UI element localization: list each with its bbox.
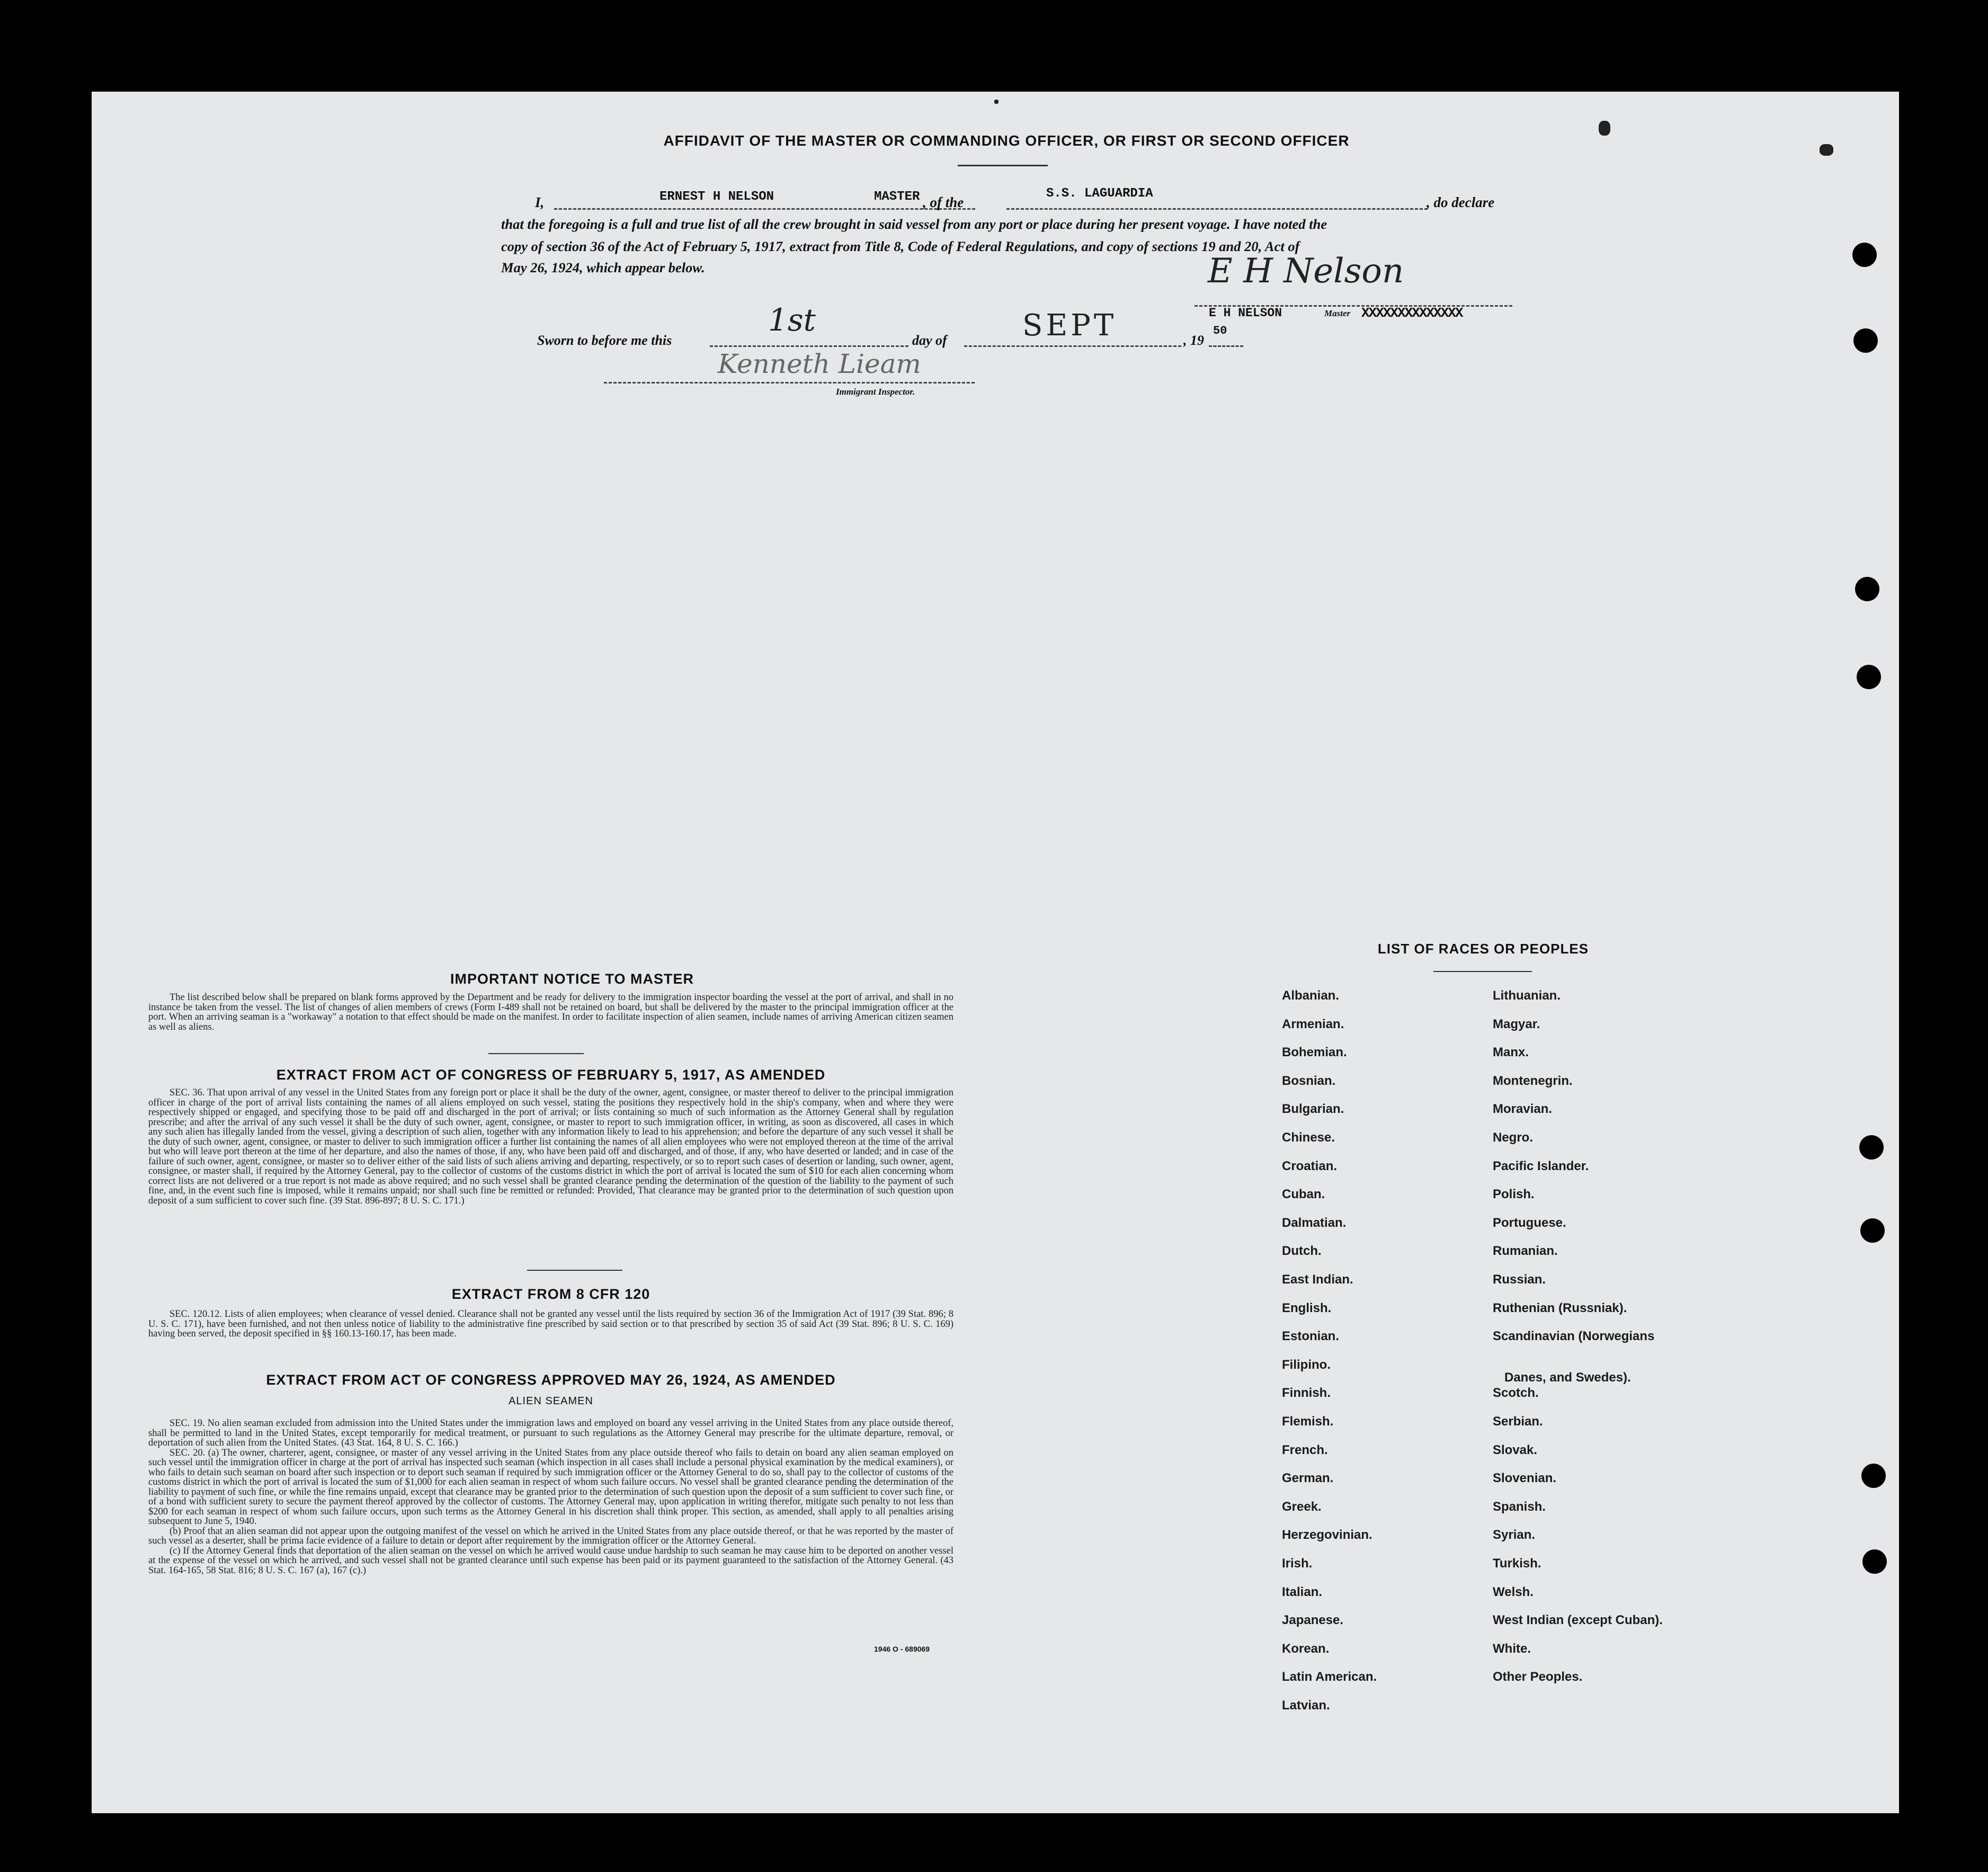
i-label: I, [535,194,545,210]
race-item: Scandinavian (Norwegians [1493,1329,1655,1344]
race-item: Manx. [1493,1045,1529,1060]
race-item: Welsh. [1493,1584,1534,1599]
race-item: Spanish. [1493,1499,1546,1514]
extract-1917-title: EXTRACT FROM ACT OF CONGRESS OF FEBRUARY 5, 1917, AS AMENDED [276,1067,826,1083]
extract-1917-divider [527,1270,622,1271]
race-item: Lithuanian. [1493,988,1561,1003]
affidavit-line-3: copy of section 36 of the Act of February 5, 1917, extract from Title 8, Code of Federal Regulations, and copy of sections 19 and 20, Act of [501,238,1300,254]
inspector-line [604,382,975,384]
punch-hole [1855,577,1879,601]
punch-hole [1860,1218,1885,1243]
race-item: Slovak. [1493,1442,1538,1457]
race-item: Dalmatian. [1282,1215,1347,1230]
sworn-label: Sworn to before me this [537,333,672,348]
extract-1917-body [148,1088,953,1206]
race-item: Chinese. [1282,1130,1335,1145]
year-suffix: 50 [1213,324,1227,337]
race-item: Other Peoples. [1493,1670,1583,1684]
races-title-underline [1433,971,1532,972]
race-item: Moravian. [1493,1102,1553,1117]
race-item: Finnish. [1282,1386,1331,1401]
title-underline [958,165,1048,166]
sworn-day: 1st [768,302,816,338]
vessel-name: S.S. LAGUARDIA [1046,186,1153,201]
race-item: White. [1493,1641,1531,1656]
name-line [554,208,975,210]
do-declare-label: , do declare [1427,194,1495,210]
race-item: Latin American. [1282,1670,1377,1684]
race-item: Estonian. [1282,1329,1340,1344]
race-item: Greek. [1282,1499,1322,1514]
notice-paragraph: The list described below shall be prepared on blank forms approved by the Department and be ready for delivery to the immigration inspector boarding the vessel at the port of arrival, and shall in no instance be taken from the vessel. The list of changes of alien members of crews (Form I-489 shall not be retained on board, but shall be delivered by the master to the principal immigration officer at the port. When an arriving seaman is a "workaway" a notation to that effect should be made on the manifest. In order to facilitate inspection of alien seamen, include names of arriving American citizen seamen as well as aliens. [148,992,953,1032]
extract-cfr-title: EXTRACT FROM 8 CFR 120 [451,1286,650,1302]
race-item: West Indian (except Cuban). [1493,1613,1663,1628]
race-item: Japanese. [1282,1613,1344,1628]
race-item: Syrian. [1493,1528,1536,1543]
of-the-label: , of the [923,194,964,210]
race-item: Herzegovinian. [1282,1528,1372,1543]
sec-20b-paragraph: (b) Proof that an alien seaman did not appear upon the outgoing manifest of the vessel on which he arrived in the United States from any place outside thereof, or that he was reported by the master of such vessel as a deserter, shall be prima facie evidence of a failure to detain or deport after requirement by the immigration officer or the Attorney General. [148,1526,953,1546]
master-name: ERNEST H NELSON [659,190,774,204]
sworn-month: SEPT [1022,308,1117,343]
sworn-month-line [964,345,1181,347]
race-item: Italian. [1282,1584,1323,1599]
sec-20a-paragraph: SEC. 20. (a) The owner, charterer, agent, consignee, or master of any vessel arriving in the United States from any place outside thereof who fails to detain on board any alien seaman employed on such vessel until the immigration officer in charge at the port of arrival has inspected such seaman (which inspection in all cases shall include a personal physical examination by the medical examiners), or who fails to detain such seaman on board after such inspection or to deport such seaman if required by such immigration officer or the Attorney General to do so, shall pay to the collector of customs of the customs district in which the port of arrival is located the sum of $1,000 for each alien seaman in respect of whom such failure occurs. No vessel shall be granted clearance pending the determination of the liability to payment of such fine, or while the fine remains unpaid, except that clearance may be granted prior to the determination of such question upon the deposit of a sum sufficient to cover such fine, or of a bond with sufficient surety to secure the payment thereof approved by the collector of customs. The Attorney General may, upon application in writing therefor, mitigate such penalty to not less than $200 for each seaman in respect of whom such failure occurs, upon such terms as the Attorney General in his discretion shall think proper. This section, as amended, shall apply to all penalties arising subsequent to June 5, 1940. [148,1447,953,1527]
sec-36-paragraph: SEC. 36. That upon arrival of any vessel in the United States from any foreign port or place it shall be the duty of the owner, agent, consignee, or master thereof to deliver to the principal immigration officer in charge of the port of arrival lists containing the names of all aliens employed on such vessel, stating the positions they respectively hold in the ship's company, when and where they were respectively shipped or engaged, and specifying those to be paid off and discharged in the port of arrival; or lists containing so much of such information as the Attorney General shall by regulation prescribe; and after the arrival of any such vessel it shall be the duty of such owner, agent, consignee, or master to report to such immigration officer, in writing, as soon as discovered, all cases in which any such alien has illegally landed from the vessel, giving a description of such alien, together with any information likely to lead to his apprehension; and before the departure of any such vessel it shall be the duty of such owner, agent, consignee, or master to deliver to such immigration officer a further list containing the names of all alien employees who were not employed thereon at the time of the arrival but who will leave port thereon at the time of her departure, and also the names of those, if any, who have been paid off and discharged, and of those, if any, who have deserted or landed; and in case of the failure of such owner, agent, consignee, or master so to deliver either of the said lists of such aliens arriving and departing, respectively, or so to report such cases of desertion or landing, such owner, agent, consignee, or master shall, if required by the Attorney General, pay to the collector of customs of the customs district in which the port of arrival is located the sum of $10 for each alien concerning whom correct lists are not delivered or a true report is not made as above required; and no such vessel shall be granted clearance pending the determination of the question of the liability to the payment of such fine, and, in the event such fine is imposed, while it remains unpaid; nor shall such fine be remitted or refunded: Provided, That clearance may be granted prior to the determination of such question upon deposit of a sum sufficient to cover such fine. (39 Stat. 896-897; 8 U. S. C. 171.) [148,1087,953,1206]
race-item: Danes, and Swedes). [1504,1370,1631,1385]
struck-title: XXXXXXXXXXXXXX [1361,305,1463,321]
extract-1924-title: EXTRACT FROM ACT OF CONGRESS APPROVED MAY 26, 1924, AS AMENDED [266,1372,836,1388]
signature-line [1194,305,1512,307]
race-item: Montenegrin. [1493,1073,1573,1088]
affidavit-title: AFFIDAVIT OF THE MASTER OR COMMANDING OFFICER, OR FIRST OR SECOND OFFICER [663,132,1350,149]
punch-hole [1857,665,1881,689]
punch-hole [1852,243,1877,267]
sec-20c-paragraph: (c) If the Attorney General finds that deportation of the alien seaman on the vessel on which he arrived would cause undue hardship to such seaman he may cause him to be deported on another vessel at the expense of the vessel on which he arrived, and such vessel shall not be granted clearance until such expense has been paid or its payment guaranteed to the satisfaction of the Attorney General. (43 Stat. 164-165, 58 Stat. 816; 8 U. S. C. 167 (a), 167 (c).) [148,1545,953,1576]
rank: MASTER [874,190,920,204]
extract-cfr-body [148,1309,953,1339]
race-item: Croatian. [1282,1158,1338,1173]
notice-title: IMPORTANT NOTICE TO MASTER [450,971,694,987]
sworn-day-line [710,345,908,347]
race-item: Turkish. [1493,1556,1541,1571]
notice-body [148,993,953,1032]
race-item: Filipino. [1282,1357,1331,1372]
race-item: Slovenian. [1493,1471,1557,1486]
race-item: Latvian. [1282,1698,1330,1713]
race-item: French. [1282,1442,1328,1457]
race-item: Bosnian. [1282,1073,1336,1088]
punch-hole [1859,1135,1884,1160]
race-item: Magyar. [1493,1017,1540,1031]
inspector-signature: Kenneth Lieam [718,349,921,379]
race-item: Rumanian. [1493,1244,1558,1259]
alien-seamen-subtitle: ALIEN SEAMEN [509,1395,593,1407]
vessel-line [1006,208,1428,210]
sec-120-12-paragraph: SEC. 120.12. Lists of alien employees; when clearance of vessel denied. Clearance shall not be granted any vessel until the lists required by section 36 of the Immigration Act of 1917 (39 Stat. 896; 8 U. S. C. 171), have been furnished, and not then unless notice of liability to the administrative fine prescribed by said section or to that prescribed by section 35 of said Act (39 Stat. 896; 8 U. S. C. 169) having been served, the deposit specified in §§ 160.13-160.17, has been made. [148,1309,953,1339]
race-item: Portuguese. [1493,1215,1566,1230]
year-prefix: , 19 [1183,333,1204,348]
ink-speck [994,100,999,104]
race-item: Cuban. [1282,1187,1325,1202]
race-item: Flemish. [1282,1414,1334,1429]
print-code: 1946 O - 689069 [874,1645,930,1653]
race-item: Scotch. [1493,1386,1539,1401]
ink-speck [1599,121,1610,136]
punch-hole [1861,1464,1886,1488]
race-item: Bulgarian. [1282,1102,1344,1117]
race-item: German. [1282,1471,1334,1486]
race-item: Irish. [1282,1556,1313,1571]
race-item: Armenian. [1282,1017,1344,1031]
notice-divider [488,1053,584,1054]
master-label: Master [1324,308,1351,318]
race-item: Negro. [1493,1130,1534,1145]
race-item: East Indian. [1282,1272,1353,1287]
race-item: Serbian. [1493,1414,1543,1429]
races-title: LIST OF RACES OR PEOPLES [1377,941,1589,957]
race-item: Pacific Islander. [1493,1158,1589,1173]
typed-master-name: E H NELSON [1209,306,1282,320]
race-item: Polish. [1493,1187,1535,1202]
ink-speck [1820,144,1833,156]
day-of-label: day of [912,333,947,348]
punch-hole [1862,1549,1887,1574]
punch-hole [1853,328,1878,353]
master-signature: E H Nelson [1208,252,1404,291]
year-line [1209,345,1243,347]
race-item: Russian. [1493,1272,1546,1287]
race-item: Dutch. [1282,1244,1322,1259]
race-item: Korean. [1282,1641,1330,1656]
extract-1924-body [148,1419,953,1575]
affidavit-line-4: May 26, 1924, which appear below. [501,260,705,275]
race-item: English. [1282,1300,1332,1315]
race-item: Bohemian. [1282,1045,1347,1060]
race-item: Ruthenian (Russniak). [1493,1300,1627,1315]
inspector-label: Immigrant Inspector. [836,387,915,397]
affidavit-line-2: that the foregoing is a full and true list of all the crew brought in said vessel from any port or place during her present voyage. I have noted the [501,216,1327,232]
sec-19-paragraph: SEC. 19. No alien seaman excluded from admission into the United States under the immigration laws and employed on board any vessel arriving in the United States from any place outside thereof, shall be permitted to land in the United States, except temporarily for medical treatment, or pursuant to such regulations as the Attorney General may prescribe for the ultimate departure, removal, or deportation of such alien from the United States. (43 Stat. 164, 8 U. S. C. 166.) [148,1418,953,1448]
race-item: Albanian. [1282,988,1340,1003]
